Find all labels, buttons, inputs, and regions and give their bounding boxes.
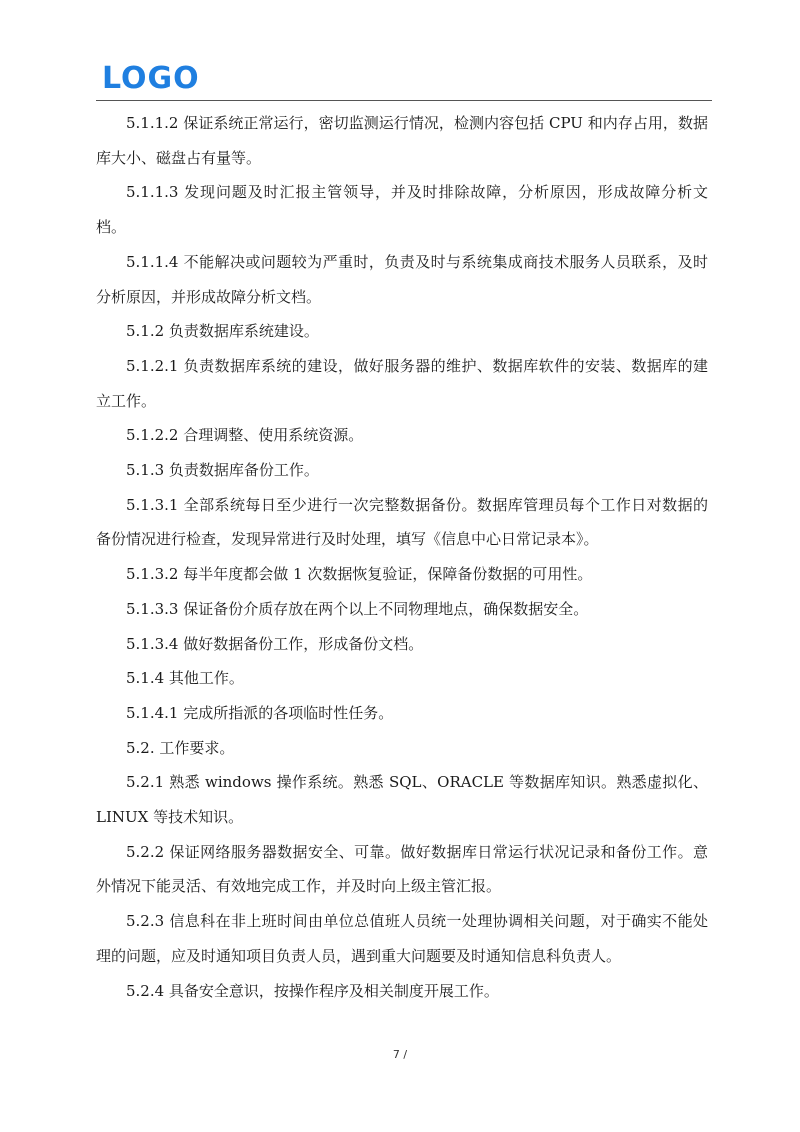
- paragraph: 5.2.1 熟悉 windows 操作系统。熟悉 SQL、ORACLE 等数据库知识。熟悉虚拟化、LINUX 等技术知识。: [96, 773, 708, 827]
- paragraph: 5.1.3.2 每半年度都会做 1 次数据恢复验证，保障备份数据的可用性。: [126, 565, 593, 584]
- document-body: [96, 106, 708, 1008]
- logo: LOGO: [102, 61, 200, 96]
- section-heading: 5.1.4 其他工作。: [126, 669, 244, 688]
- paragraph: 5.1.3.1 全部系统每日至少进行一次完整数据备份。数据库管理员每个工作日对数据的备份情况进行检查，发现异常进行及时处理，填写《信息中心日常记录本》。: [96, 495, 708, 549]
- paragraph: 5.2.3 信息科在非上班时间由单位总值班人员统一处理协调相关问题，对于确实不能处理的问题，应及时通知项目负责人员，遇到重大问题要及时通知信息科负责人。: [96, 912, 708, 965]
- paragraph: 5.2.2 保证网络服务器数据安全、可靠。做好数据库日常运行状况记录和备份工作。意外情况下能灵活、有效地完成工作，并及时向上级主管汇报。: [96, 842, 708, 896]
- paragraph: 5.1.1.4 不能解决或问题较为严重时，负责及时与系统集成商技术服务人员联系，及时分析原因，并形成故障分析文档。: [96, 252, 708, 306]
- section-heading: 5.1.3 负责数据库备份工作。: [126, 461, 319, 480]
- paragraph: 5.1.4.1 完成所指派的各项临时性任务。: [126, 703, 394, 722]
- paragraph: 5.1.1.3 发现问题及时汇报主管领导，并及时排除故障，分析原因，形成故障分析文档。: [96, 183, 708, 237]
- paragraph: 5.2.4 具备安全意识，按操作程序及相关制度开展工作。: [126, 981, 499, 1000]
- paragraph: 5.1.1.2 保证系统正常运行，密切监测运行情况，检测内容包括 CPU 和内存占用，数据库大小、磁盘占有量等。: [96, 114, 708, 167]
- page-header: [96, 60, 712, 101]
- paragraph: 5.1.3.3 保证备份介质存放在两个以上不同物理地点，确保数据安全。: [126, 599, 589, 618]
- paragraph: 5.1.3.4 做好数据备份工作，形成备份文档。: [126, 634, 424, 653]
- paragraph: 5.1.2.1 负责数据库系统的建设，做好服务器的维护、数据库软件的安装、数据库的建立工作。: [96, 356, 708, 410]
- paragraph: 5.1.2.2 合理调整、使用系统资源。: [126, 426, 364, 445]
- page-number: 7 /: [392, 1048, 408, 1061]
- section-heading: 5.2. 工作要求。: [126, 738, 235, 757]
- section-heading: 5.1.2 负责数据库系统建设。: [126, 322, 319, 341]
